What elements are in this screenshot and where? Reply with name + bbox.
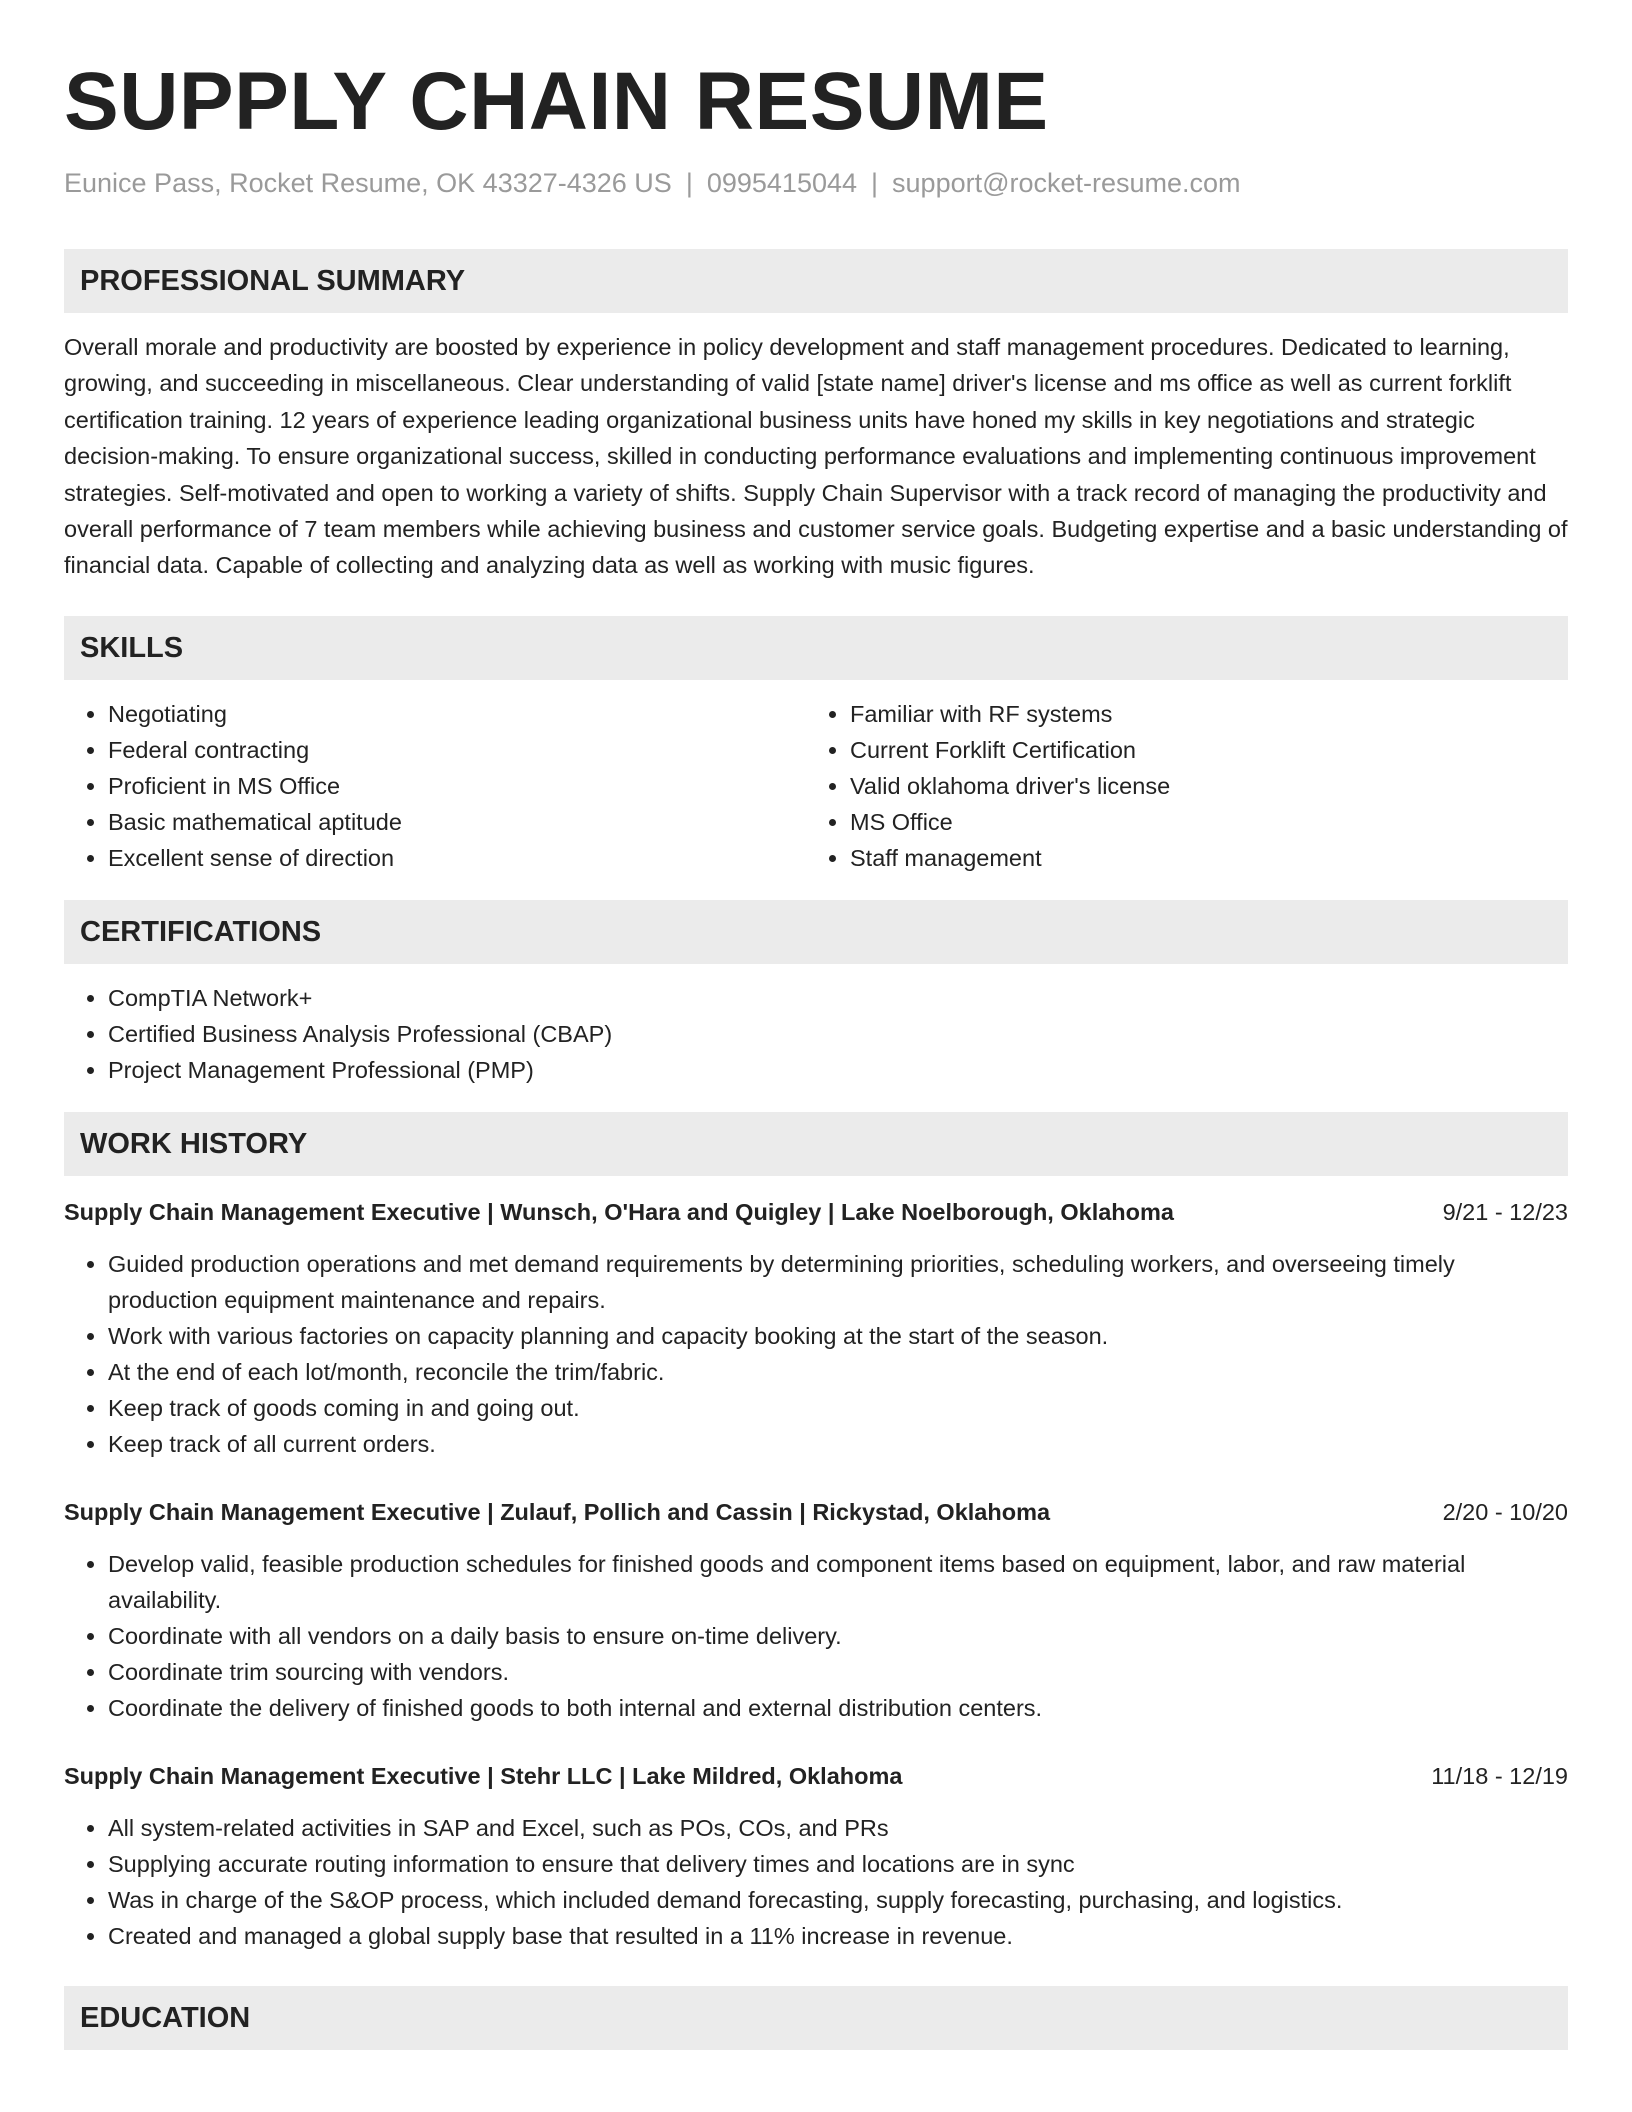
skill-item: • Staff management — [850, 840, 1548, 876]
job-header — [64, 1758, 1568, 1794]
skill-item: • Valid oklahoma driver's license — [850, 768, 1548, 804]
certification-item: • Certified Business Analysis Professional (CBAP) — [108, 1016, 1568, 1052]
job-bullet: • Work with various factories on capacity planning and capacity booking at the start of the season. — [108, 1318, 1568, 1354]
skills-column-right — [806, 696, 1548, 876]
certification-item: • Project Management Professional (PMP) — [108, 1052, 1568, 1088]
section-heading-certifications: CERTIFICATIONS — [64, 900, 1568, 964]
skill-item: • Familiar with RF systems — [850, 696, 1548, 732]
job-title: Supply Chain Management Executive | Zulauf, Pollich and Cassin | Rickystad, Oklahoma — [64, 1498, 1051, 1525]
job-header — [64, 1494, 1568, 1530]
job-bullet: • Coordinate trim sourcing with vendors. — [108, 1654, 1568, 1690]
skill-item: • MS Office — [850, 804, 1548, 840]
contact-separator: | — [685, 168, 693, 198]
contact-line — [64, 166, 1568, 200]
resume-title: SUPPLY CHAIN RESUME — [64, 56, 1049, 147]
job-bullet: • Keep track of all current orders. — [108, 1426, 1568, 1462]
job-bullets — [64, 1810, 1568, 1954]
skill-item: • Negotiating — [108, 696, 806, 732]
job-bullet: • Was in charge of the S&OP process, which included demand forecasting, supply forecasting, purchasing, and logistics. — [108, 1882, 1568, 1918]
job-dates: 11/18 - 12/19 — [1431, 1762, 1568, 1789]
job-bullets — [64, 1246, 1568, 1462]
job-bullet: • At the end of each lot/month, reconcile the trim/fabric. — [108, 1354, 1568, 1390]
job-bullet: • All system-related activities in SAP and Excel, such as POs, COs, and PRs — [108, 1810, 1568, 1846]
job-bullet: • Guided production operations and met demand requirements by determining priorities, scheduling workers, and overseeing timely production equipment maintenance and repairs. — [108, 1246, 1568, 1318]
job-bullet: • Develop valid, feasible production schedules for finished goods and component items based on equipment, labor, and raw material availability. — [108, 1546, 1568, 1618]
certifications-list — [64, 980, 1568, 1088]
skill-item: • Proficient in MS Office — [108, 768, 806, 804]
job-entry — [64, 1494, 1568, 1726]
skill-item: • Federal contracting — [108, 732, 806, 768]
section-heading-work-history: WORK HISTORY — [64, 1112, 1568, 1176]
job-bullet: • Keep track of goods coming in and going out. — [108, 1390, 1568, 1426]
job-dates: 9/21 - 12/23 — [1442, 1198, 1568, 1225]
job-bullet: • Created and managed a global supply base that resulted in a 11% increase in revenue. — [108, 1918, 1568, 1954]
section-heading-skills: SKILLS — [64, 616, 1568, 680]
certification-item: • CompTIA Network+ — [108, 980, 1568, 1016]
skills-column-left — [64, 696, 806, 876]
contact-separator: | — [871, 168, 879, 198]
section-heading-summary: PROFESSIONAL SUMMARY — [64, 249, 1568, 313]
work-history-section — [64, 1112, 1568, 1954]
contact-address: Eunice Pass, Rocket Resume, OK 43327-4326 US — [64, 168, 672, 198]
contact-phone: 0995415044 — [706, 168, 858, 198]
job-header — [64, 1194, 1568, 1230]
summary-text: Overall morale and productivity are boosted by experience in policy development and staff management procedures. Dedicated to learning, growing, and succeeding in miscellaneous. Clear understanding of valid [state name] driver's license and ms office as well as current forklift certification training. 12 years of experience leading organizational business units have honed my skills in key negotiations and strategic decision-making. To ensure organizational success, skilled in conducting performance evaluations and implementing continuous improvement strategies. Self-motivated and open to working a variety of shifts. Supply Chain Supervisor with a track record of managing the productivity and overall performance of 7 team members while achieving business and customer service goals. Budgeting expertise and a basic understanding of financial data. Capable of collecting and analyzing data as well as working with music figures. — [64, 334, 1568, 579]
job-title: Supply Chain Management Executive | Stehr LLC | Lake Mildred, Oklahoma — [64, 1762, 903, 1789]
skills-section — [64, 616, 1568, 876]
contact-email: support@rocket-resume.com — [892, 168, 1241, 198]
skills-grid — [64, 696, 1568, 876]
job-bullet: • Coordinate with all vendors on a daily basis to ensure on-time delivery. — [108, 1618, 1568, 1654]
skills-list-left — [64, 696, 806, 876]
resume-page — [64, 52, 1568, 2050]
skill-item: • Current Forklift Certification — [850, 732, 1548, 768]
job-entry — [64, 1194, 1568, 1462]
skill-item: • Basic mathematical aptitude — [108, 804, 806, 840]
section-heading-education: EDUCATION — [64, 1986, 1568, 2050]
job-dates: 2/20 - 10/20 — [1442, 1498, 1568, 1525]
education-section — [64, 1986, 1568, 2050]
job-bullets — [64, 1546, 1568, 1726]
job-title: Supply Chain Management Executive | Wunsch, O'Hara and Quigley | Lake Noelborough, Oklahoma — [64, 1198, 1174, 1225]
skills-list-right — [806, 696, 1548, 876]
certifications-section — [64, 900, 1568, 1088]
job-bullet: • Coordinate the delivery of finished goods to both internal and external distribution centers. — [108, 1690, 1568, 1726]
summary-section — [64, 249, 1568, 584]
job-entry — [64, 1758, 1568, 1954]
skill-item: • Excellent sense of direction — [108, 840, 806, 876]
job-bullet: • Supplying accurate routing information to ensure that delivery times and locations are in sync — [108, 1846, 1568, 1882]
